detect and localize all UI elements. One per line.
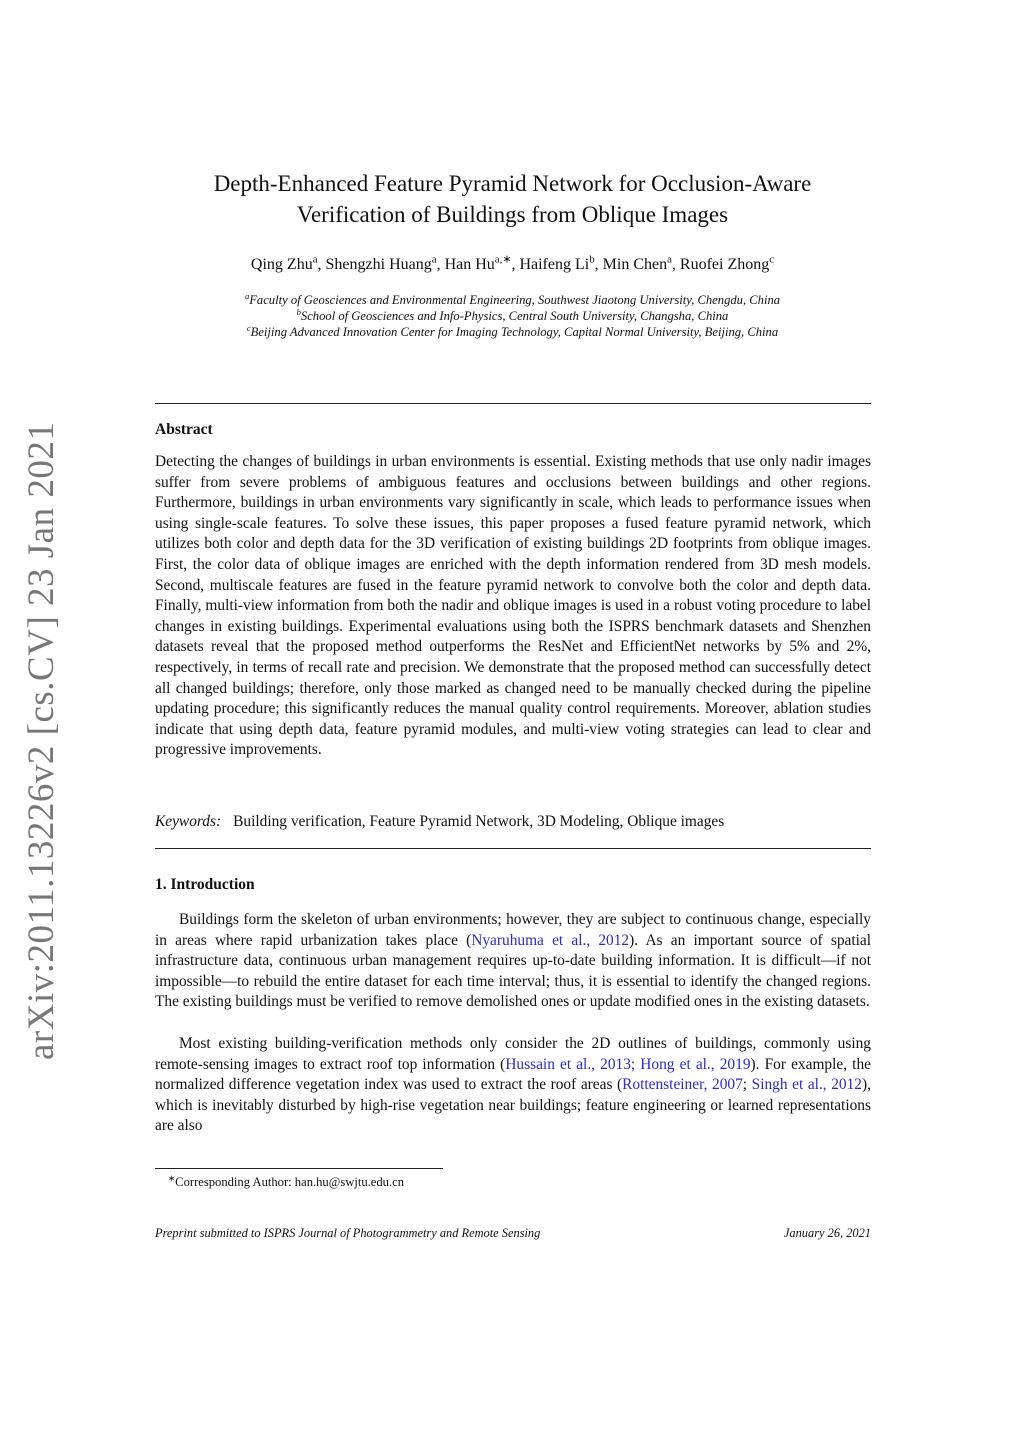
keywords-label: Keywords:	[155, 813, 222, 830]
affiliation: $^b$School of Geosciences and Info-Physics, Central South University, Changsha, China	[296, 306, 729, 323]
paper-title	[155, 168, 870, 230]
footnote-corresponding-author: ∗Corresponding Author: han.hu@swjtu.edu.cn	[168, 1172, 404, 1189]
title-line-1: Depth-Enhanced Feature Pyramid Network for Occlusion-Aware	[213, 171, 812, 196]
affiliation: $^c$Beijing Advanced Innovation Center for Imaging Technology, Capital Normal University, Beijing, China	[246, 322, 779, 339]
author: Min Chen$^a$	[602, 253, 672, 273]
abstract-heading: Abstract	[155, 421, 213, 438]
intro-paragraph-1: Buildings form the skeleton of urban environments; however, they are subject to continuous change, especially in areas where rapid urbanization takes place (Nyaruhuma et al., 2012). As an important source of spatial infrastructure data, continuous urban management requires up-to-date building information. It is difficult—if not impossible—to rebuild the entire dataset for each time interval; thus, it is essential to identify the changed regions. The existing buildings must be verified to remove demolished ones or update modified ones in the existing datasets.	[155, 911, 872, 1011]
author: Shengzhi Huang$^a$	[325, 253, 437, 273]
keywords-text: Building verification, Feature Pyramid Network, 3D Modeling, Oblique images	[233, 813, 725, 830]
affiliation: $^a$Faculty of Geosciences and Environmental Engineering, Southwest Jiaotong University, Chengdu, China	[244, 290, 781, 307]
section-heading-introduction: 1. Introduction	[155, 876, 255, 893]
preprint-date: January 26, 2021	[783, 1226, 871, 1240]
title-line-2: Verification of Buildings from Oblique Images	[296, 202, 729, 227]
citation-link[interactable]: Singh et al., 2012	[751, 1076, 863, 1094]
abstract-text: Detecting the changes of buildings in urban environments is essential. Existing methods that use only nadir images suffer from severe problems of ambiguous features and occlusions between buildings and other regions. Furthermore, buildings in urban environments vary significantly in scale, which leads to performance issues when using single-scale features. To solve these issues, this paper proposes a fused feature pyramid network, which utilizes both color and depth data for the 3D verification of existing buildings 2D footprints from oblique images. First, the color data of oblique images are enriched with the depth information rendered from 3D mesh models. Second, multiscale features are fused in the feature pyramid network to convolve both the color and depth data. Finally, multi-view information from both the nadir and oblique images is used in a robust voting procedure to label changes in existing buildings. Experimental evaluations using both the ISPRS benchmark datasets and Shenzhen datasets reveal that the proposed method outperforms the ResNet and EfficientNet networks by 5% and 2%, respectively, in terms of recall rate and precision. We demonstrate that the proposed method can successfully detect all changed buildings; therefore, only those marked as changed need to be manually checked during the pipeline updating procedure; this significantly reduces the manual quality control requirements. Moreover, ablation studies indicate that using depth data, feature pyramid modules, and multi-view voting strategies can lead to clear and progressive improvements.	[155, 453, 871, 759]
author: Haifeng Li$^b$	[519, 253, 595, 273]
intro-paragraph-2: Most existing building-verification methods only consider the 2D outlines of buildings, commonly using remote-sensing images to extract roof top information (Hussain et al., 2013; Hong et al., 2019). For example, the normalized difference vegetation index was used to extract the roof areas (Rottensteiner, 2007; Singh et al., 2012), which is inevitably disturbed by high-rise vegetation near buildings; feature engineering or learned representations are also	[155, 1035, 871, 1135]
author: Qing Zhu$^a$	[250, 253, 318, 273]
citation-link[interactable]: Nyaruhuma et al., 2012	[471, 931, 630, 949]
preprint-note: Preprint submitted to ISPRS Journal of Photogrammetry and Remote Sensing	[155, 1226, 541, 1240]
citation-link[interactable]: Rottensteiner, 2007	[622, 1076, 743, 1094]
abstract-bottom-rule	[155, 848, 871, 849]
author-list: Qing Zhu$^a$, Shengzhi Huang$^a$, Han $Hu^{a,∗}$, Haifeng Li$^b$, Min Chen$^a$, Ruofei Zhong$^c$	[250, 253, 775, 273]
affiliations	[155, 292, 870, 340]
author: Ruofei Zhong$^c$	[679, 253, 775, 273]
arxiv-identifier: arXiv:2011.13226v2 [cs.CV] 23 Jan 2021	[21, 421, 62, 1060]
author: Han $Hu^{a,∗}$	[444, 253, 512, 273]
footnote-rule	[155, 1168, 443, 1169]
abstract-top-rule	[155, 403, 871, 404]
keywords	[155, 813, 724, 831]
citation-link[interactable]: Hussain et al., 2013; Hong et al., 2019	[505, 1055, 751, 1073]
